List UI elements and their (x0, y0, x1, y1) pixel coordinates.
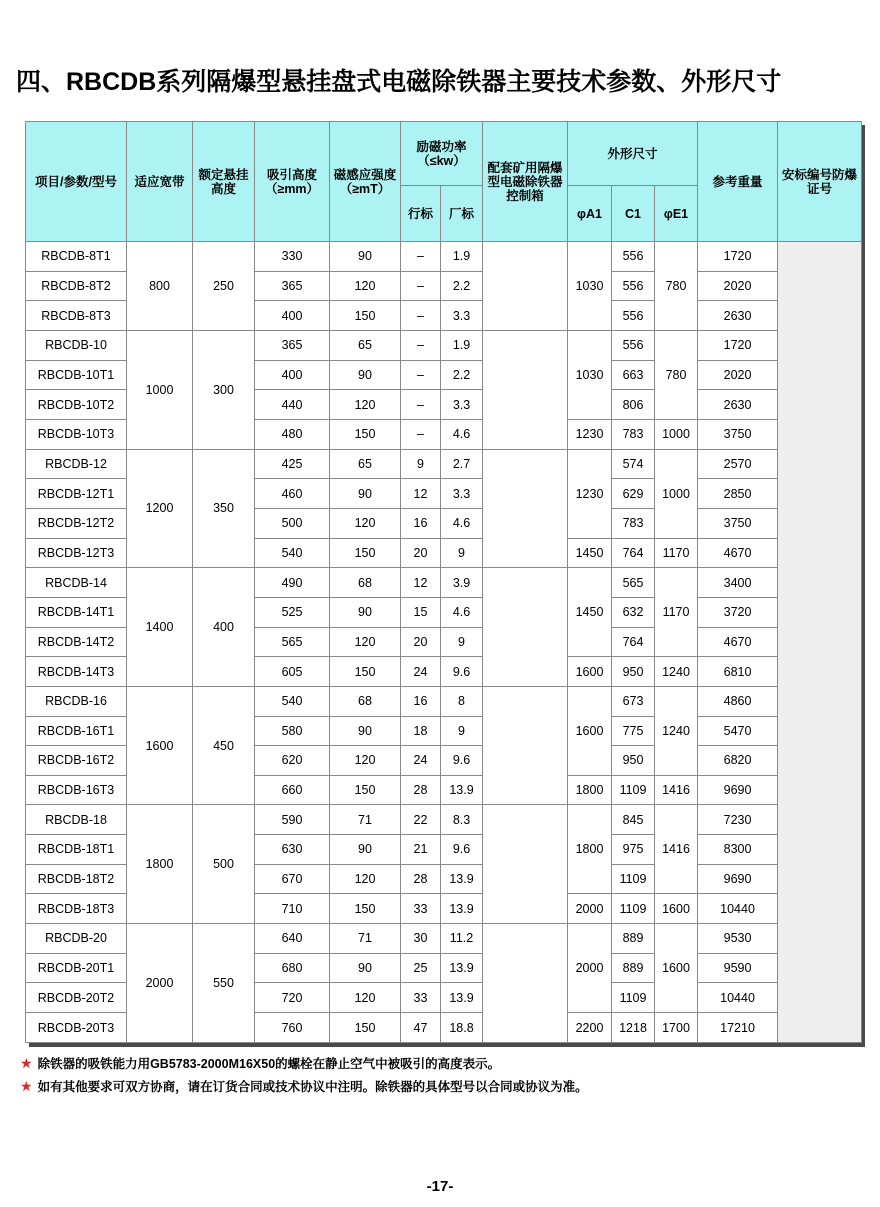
model-cell: RBCDB-14T3 (26, 657, 127, 687)
belt-width-cell: 800 (127, 242, 193, 331)
c1-cell: 950 (612, 746, 655, 776)
field-strength-cell: 68 (330, 686, 401, 716)
note-text: 如有其他要求可双方协商，请在订货合同或技术协议中注明。除铁器的具体型号以合同或协议为准。 (37, 1080, 588, 1094)
power-factory-cell: 3.3 (441, 301, 483, 331)
model-cell: RBCDB-18T2 (26, 864, 127, 894)
suction-height-cell: 365 (255, 271, 330, 301)
field-strength-cell: 90 (330, 360, 401, 390)
a1-cell: 1230 (568, 449, 612, 538)
c1-cell: 783 (612, 508, 655, 538)
field-strength-cell: 150 (330, 894, 401, 924)
table-row (26, 686, 862, 716)
weight-cell: 9530 (698, 924, 778, 954)
weight-cell: 1720 (698, 242, 778, 272)
header-c1: C1 (612, 186, 655, 242)
field-strength-cell: 68 (330, 568, 401, 598)
a1-cell: 1600 (568, 657, 612, 687)
star-icon: ★ (20, 1055, 33, 1071)
suction-height-cell: 440 (255, 390, 330, 420)
header-e1: φE1 (655, 186, 698, 242)
a1-cell: 1030 (568, 242, 612, 331)
spec-table-container (25, 121, 862, 1044)
weight-cell: 3720 (698, 597, 778, 627)
model-cell: RBCDB-10T2 (26, 390, 127, 420)
field-strength-cell: 65 (330, 449, 401, 479)
power-factory-cell: 1.9 (441, 242, 483, 272)
power-factory-cell: 9 (441, 716, 483, 746)
c1-cell: 889 (612, 924, 655, 954)
header-power: 励磁功率（≤kw） (401, 122, 483, 186)
table-row (26, 805, 862, 835)
weight-cell: 17210 (698, 1013, 778, 1043)
e1-cell: 1000 (655, 449, 698, 538)
weight-cell: 9690 (698, 775, 778, 805)
power-factory-cell: 9.6 (441, 746, 483, 776)
power-factory-cell: 1.9 (441, 330, 483, 360)
power-row-cell: 24 (401, 746, 441, 776)
suction-height-cell: 500 (255, 508, 330, 538)
suction-height-cell: 720 (255, 983, 330, 1013)
c1-cell: 950 (612, 657, 655, 687)
model-cell: RBCDB-8T2 (26, 271, 127, 301)
power-row-cell: 16 (401, 508, 441, 538)
model-cell: RBCDB-18 (26, 805, 127, 835)
field-strength-cell: 90 (330, 953, 401, 983)
c1-cell: 889 (612, 953, 655, 983)
header-belt-width: 适应宽带 (127, 122, 193, 242)
power-row-cell: – (401, 301, 441, 331)
table-body (26, 242, 862, 1043)
model-cell: RBCDB-12T3 (26, 538, 127, 568)
e1-cell: 1416 (655, 805, 698, 894)
field-strength-cell: 150 (330, 538, 401, 568)
weight-cell: 2570 (698, 449, 778, 479)
suction-height-cell: 540 (255, 686, 330, 716)
weight-cell: 4670 (698, 627, 778, 657)
field-strength-cell: 90 (330, 479, 401, 509)
suction-height-cell: 710 (255, 894, 330, 924)
c1-cell: 1109 (612, 894, 655, 924)
field-strength-cell: 90 (330, 835, 401, 865)
e1-cell: 1416 (655, 775, 698, 805)
c1-cell: 1109 (612, 864, 655, 894)
weight-cell: 10440 (698, 983, 778, 1013)
rated-height-cell: 350 (193, 449, 255, 568)
field-strength-cell: 90 (330, 597, 401, 627)
weight-cell: 9690 (698, 864, 778, 894)
power-row-cell: 28 (401, 864, 441, 894)
header-a1: φA1 (568, 186, 612, 242)
field-strength-cell: 71 (330, 805, 401, 835)
power-row-cell: – (401, 390, 441, 420)
power-row-cell: 30 (401, 924, 441, 954)
c1-cell: 556 (612, 330, 655, 360)
power-factory-cell: 4.6 (441, 597, 483, 627)
controller-cell (483, 330, 568, 449)
belt-width-cell: 2000 (127, 924, 193, 1043)
field-strength-cell: 90 (330, 242, 401, 272)
a1-cell: 1450 (568, 538, 612, 568)
a1-cell: 2000 (568, 924, 612, 1013)
power-factory-cell: 13.9 (441, 894, 483, 924)
note-text: 除铁器的吸铁能力用GB5783-2000M16X50的螺栓在静止空气中被吸引的高度表示。 (37, 1057, 501, 1071)
controller-cell (483, 924, 568, 1043)
power-factory-cell: 8.3 (441, 805, 483, 835)
weight-cell: 6810 (698, 657, 778, 687)
c1-cell: 783 (612, 419, 655, 449)
model-cell: RBCDB-16T2 (26, 746, 127, 776)
model-cell: RBCDB-10T3 (26, 419, 127, 449)
c1-cell: 565 (612, 568, 655, 598)
controller-cell (483, 805, 568, 924)
a1-cell: 1450 (568, 568, 612, 657)
weight-cell: 3750 (698, 419, 778, 449)
model-cell: RBCDB-16 (26, 686, 127, 716)
e1-cell: 1170 (655, 568, 698, 657)
belt-width-cell: 1800 (127, 805, 193, 924)
power-row-cell: – (401, 242, 441, 272)
field-strength-cell: 120 (330, 864, 401, 894)
rated-height-cell: 300 (193, 330, 255, 449)
suction-height-cell: 540 (255, 538, 330, 568)
model-cell: RBCDB-14T1 (26, 597, 127, 627)
field-strength-cell: 120 (330, 390, 401, 420)
weight-cell: 2630 (698, 390, 778, 420)
belt-width-cell: 1400 (127, 568, 193, 687)
suction-height-cell: 330 (255, 242, 330, 272)
header-rated-height: 额定悬挂高度 (193, 122, 255, 242)
a1-cell: 1230 (568, 419, 612, 449)
suction-height-cell: 680 (255, 953, 330, 983)
c1-cell: 629 (612, 479, 655, 509)
power-row-cell: 47 (401, 1013, 441, 1043)
spec-table (25, 121, 862, 1043)
power-factory-cell: 3.3 (441, 390, 483, 420)
model-cell: RBCDB-18T1 (26, 835, 127, 865)
c1-cell: 632 (612, 597, 655, 627)
header-cert: 安标编号防爆证号 (778, 122, 862, 242)
model-cell: RBCDB-10 (26, 330, 127, 360)
field-strength-cell: 150 (330, 657, 401, 687)
e1-cell: 780 (655, 330, 698, 419)
model-cell: RBCDB-20T1 (26, 953, 127, 983)
e1-cell: 1700 (655, 1013, 698, 1043)
page-number: -17- (426, 1178, 454, 1195)
model-cell: RBCDB-18T3 (26, 894, 127, 924)
weight-cell: 7230 (698, 805, 778, 835)
controller-cell (483, 242, 568, 331)
c1-cell: 764 (612, 538, 655, 568)
weight-cell: 9590 (698, 953, 778, 983)
weight-cell: 6820 (698, 746, 778, 776)
weight-cell: 10440 (698, 894, 778, 924)
notes (20, 1054, 588, 1100)
a1-cell: 2000 (568, 894, 612, 924)
header-power-row-standard: 行标 (401, 186, 441, 242)
power-factory-cell: 9 (441, 538, 483, 568)
power-factory-cell: 13.9 (441, 775, 483, 805)
a1-cell: 1800 (568, 805, 612, 894)
field-strength-cell: 150 (330, 775, 401, 805)
belt-width-cell: 1000 (127, 330, 193, 449)
note-item (20, 1077, 588, 1100)
table-row (26, 330, 862, 360)
power-row-cell: 33 (401, 894, 441, 924)
field-strength-cell: 120 (330, 746, 401, 776)
suction-height-cell: 525 (255, 597, 330, 627)
field-strength-cell: 120 (330, 271, 401, 301)
c1-cell: 1109 (612, 983, 655, 1013)
suction-height-cell: 490 (255, 568, 330, 598)
table-row (26, 242, 862, 272)
power-factory-cell: 9.6 (441, 835, 483, 865)
header-weight: 参考重量 (698, 122, 778, 242)
power-row-cell: – (401, 360, 441, 390)
power-row-cell: – (401, 330, 441, 360)
page-title: 四、RBCDB系列隔爆型悬挂盘式电磁除铁器主要技术参数、外形尺寸 (16, 68, 782, 96)
suction-height-cell: 460 (255, 479, 330, 509)
suction-height-cell: 365 (255, 330, 330, 360)
rated-height-cell: 250 (193, 242, 255, 331)
rated-height-cell: 500 (193, 805, 255, 924)
field-strength-cell: 120 (330, 983, 401, 1013)
power-row-cell: 20 (401, 627, 441, 657)
model-cell: RBCDB-8T1 (26, 242, 127, 272)
suction-height-cell: 630 (255, 835, 330, 865)
power-factory-cell: 13.9 (441, 953, 483, 983)
e1-cell: 780 (655, 242, 698, 331)
field-strength-cell: 120 (330, 627, 401, 657)
e1-cell: 1240 (655, 657, 698, 687)
power-row-cell: 12 (401, 479, 441, 509)
suction-height-cell: 400 (255, 301, 330, 331)
table-row (26, 449, 862, 479)
model-cell: RBCDB-12 (26, 449, 127, 479)
model-cell: RBCDB-16T1 (26, 716, 127, 746)
field-strength-cell: 150 (330, 301, 401, 331)
model-cell: RBCDB-14 (26, 568, 127, 598)
a1-cell: 1800 (568, 775, 612, 805)
model-cell: RBCDB-8T3 (26, 301, 127, 331)
suction-height-cell: 660 (255, 775, 330, 805)
power-factory-cell: 2.2 (441, 360, 483, 390)
a1-cell: 1600 (568, 686, 612, 775)
weight-cell: 2020 (698, 271, 778, 301)
power-factory-cell: 2.7 (441, 449, 483, 479)
field-strength-cell: 71 (330, 924, 401, 954)
c1-cell: 574 (612, 449, 655, 479)
power-factory-cell: 8 (441, 686, 483, 716)
belt-width-cell: 1600 (127, 686, 193, 805)
power-row-cell: 16 (401, 686, 441, 716)
power-row-cell: 22 (401, 805, 441, 835)
table-row (26, 568, 862, 598)
power-factory-cell: 3.3 (441, 479, 483, 509)
header-power-factory-standard: 厂标 (441, 186, 483, 242)
weight-cell: 2850 (698, 479, 778, 509)
suction-height-cell: 400 (255, 360, 330, 390)
power-factory-cell: 13.9 (441, 864, 483, 894)
c1-cell: 845 (612, 805, 655, 835)
e1-cell: 1600 (655, 924, 698, 1013)
power-row-cell: 15 (401, 597, 441, 627)
model-cell: RBCDB-12T1 (26, 479, 127, 509)
c1-cell: 1218 (612, 1013, 655, 1043)
model-cell: RBCDB-20T2 (26, 983, 127, 1013)
model-cell: RBCDB-20 (26, 924, 127, 954)
controller-cell (483, 686, 568, 805)
c1-cell: 1109 (612, 775, 655, 805)
power-row-cell: 20 (401, 538, 441, 568)
c1-cell: 673 (612, 686, 655, 716)
power-factory-cell: 4.6 (441, 419, 483, 449)
weight-cell: 3750 (698, 508, 778, 538)
suction-height-cell: 605 (255, 657, 330, 687)
c1-cell: 806 (612, 390, 655, 420)
weight-cell: 2020 (698, 360, 778, 390)
c1-cell: 556 (612, 301, 655, 331)
note-item (20, 1054, 588, 1077)
c1-cell: 556 (612, 271, 655, 301)
field-strength-cell: 150 (330, 419, 401, 449)
belt-width-cell: 1200 (127, 449, 193, 568)
model-cell: RBCDB-12T2 (26, 508, 127, 538)
power-factory-cell: 11.2 (441, 924, 483, 954)
power-factory-cell: 9.6 (441, 657, 483, 687)
a1-cell: 2200 (568, 1013, 612, 1043)
c1-cell: 556 (612, 242, 655, 272)
suction-height-cell: 760 (255, 1013, 330, 1043)
power-row-cell: 21 (401, 835, 441, 865)
suction-height-cell: 580 (255, 716, 330, 746)
c1-cell: 764 (612, 627, 655, 657)
power-row-cell: 28 (401, 775, 441, 805)
table-row (26, 924, 862, 954)
power-row-cell: 33 (401, 983, 441, 1013)
power-row-cell: 25 (401, 953, 441, 983)
power-row-cell: 24 (401, 657, 441, 687)
star-icon: ★ (20, 1078, 33, 1094)
e1-cell: 1170 (655, 538, 698, 568)
e1-cell: 1240 (655, 686, 698, 775)
suction-height-cell: 590 (255, 805, 330, 835)
weight-cell: 1720 (698, 330, 778, 360)
table-header (26, 122, 862, 242)
power-row-cell: – (401, 271, 441, 301)
weight-cell: 4860 (698, 686, 778, 716)
controller-cell (483, 568, 568, 687)
a1-cell: 1030 (568, 330, 612, 419)
suction-height-cell: 425 (255, 449, 330, 479)
e1-cell: 1600 (655, 894, 698, 924)
model-cell: RBCDB-20T3 (26, 1013, 127, 1043)
c1-cell: 775 (612, 716, 655, 746)
header-controller: 配套矿用隔爆型电磁除铁器控制箱 (483, 122, 568, 242)
suction-height-cell: 480 (255, 419, 330, 449)
e1-cell: 1000 (655, 419, 698, 449)
power-factory-cell: 3.9 (441, 568, 483, 598)
suction-height-cell: 620 (255, 746, 330, 776)
field-strength-cell: 65 (330, 330, 401, 360)
rated-height-cell: 400 (193, 568, 255, 687)
weight-cell: 4670 (698, 538, 778, 568)
power-factory-cell: 4.6 (441, 508, 483, 538)
weight-cell: 5470 (698, 716, 778, 746)
model-cell: RBCDB-16T3 (26, 775, 127, 805)
header-item: 项目/参数/型号 (26, 122, 127, 242)
weight-cell: 3400 (698, 568, 778, 598)
power-factory-cell: 13.9 (441, 983, 483, 1013)
weight-cell: 8300 (698, 835, 778, 865)
suction-height-cell: 565 (255, 627, 330, 657)
header-dimensions: 外形尺寸 (568, 122, 698, 186)
controller-cell (483, 449, 568, 568)
power-row-cell: – (401, 419, 441, 449)
power-row-cell: 18 (401, 716, 441, 746)
rated-height-cell: 450 (193, 686, 255, 805)
power-row-cell: 9 (401, 449, 441, 479)
field-strength-cell: 150 (330, 1013, 401, 1043)
power-factory-cell: 2.2 (441, 271, 483, 301)
header-field-strength: 磁感应强度（≥mT） (330, 122, 401, 242)
c1-cell: 663 (612, 360, 655, 390)
c1-cell: 975 (612, 835, 655, 865)
cert-cell (778, 242, 862, 1043)
model-cell: RBCDB-14T2 (26, 627, 127, 657)
field-strength-cell: 120 (330, 508, 401, 538)
model-cell: RBCDB-10T1 (26, 360, 127, 390)
suction-height-cell: 670 (255, 864, 330, 894)
power-factory-cell: 9 (441, 627, 483, 657)
power-row-cell: 12 (401, 568, 441, 598)
header-suction-height: 吸引高度（≥mm） (255, 122, 330, 242)
field-strength-cell: 90 (330, 716, 401, 746)
rated-height-cell: 550 (193, 924, 255, 1043)
power-factory-cell: 18.8 (441, 1013, 483, 1043)
weight-cell: 2630 (698, 301, 778, 331)
suction-height-cell: 640 (255, 924, 330, 954)
